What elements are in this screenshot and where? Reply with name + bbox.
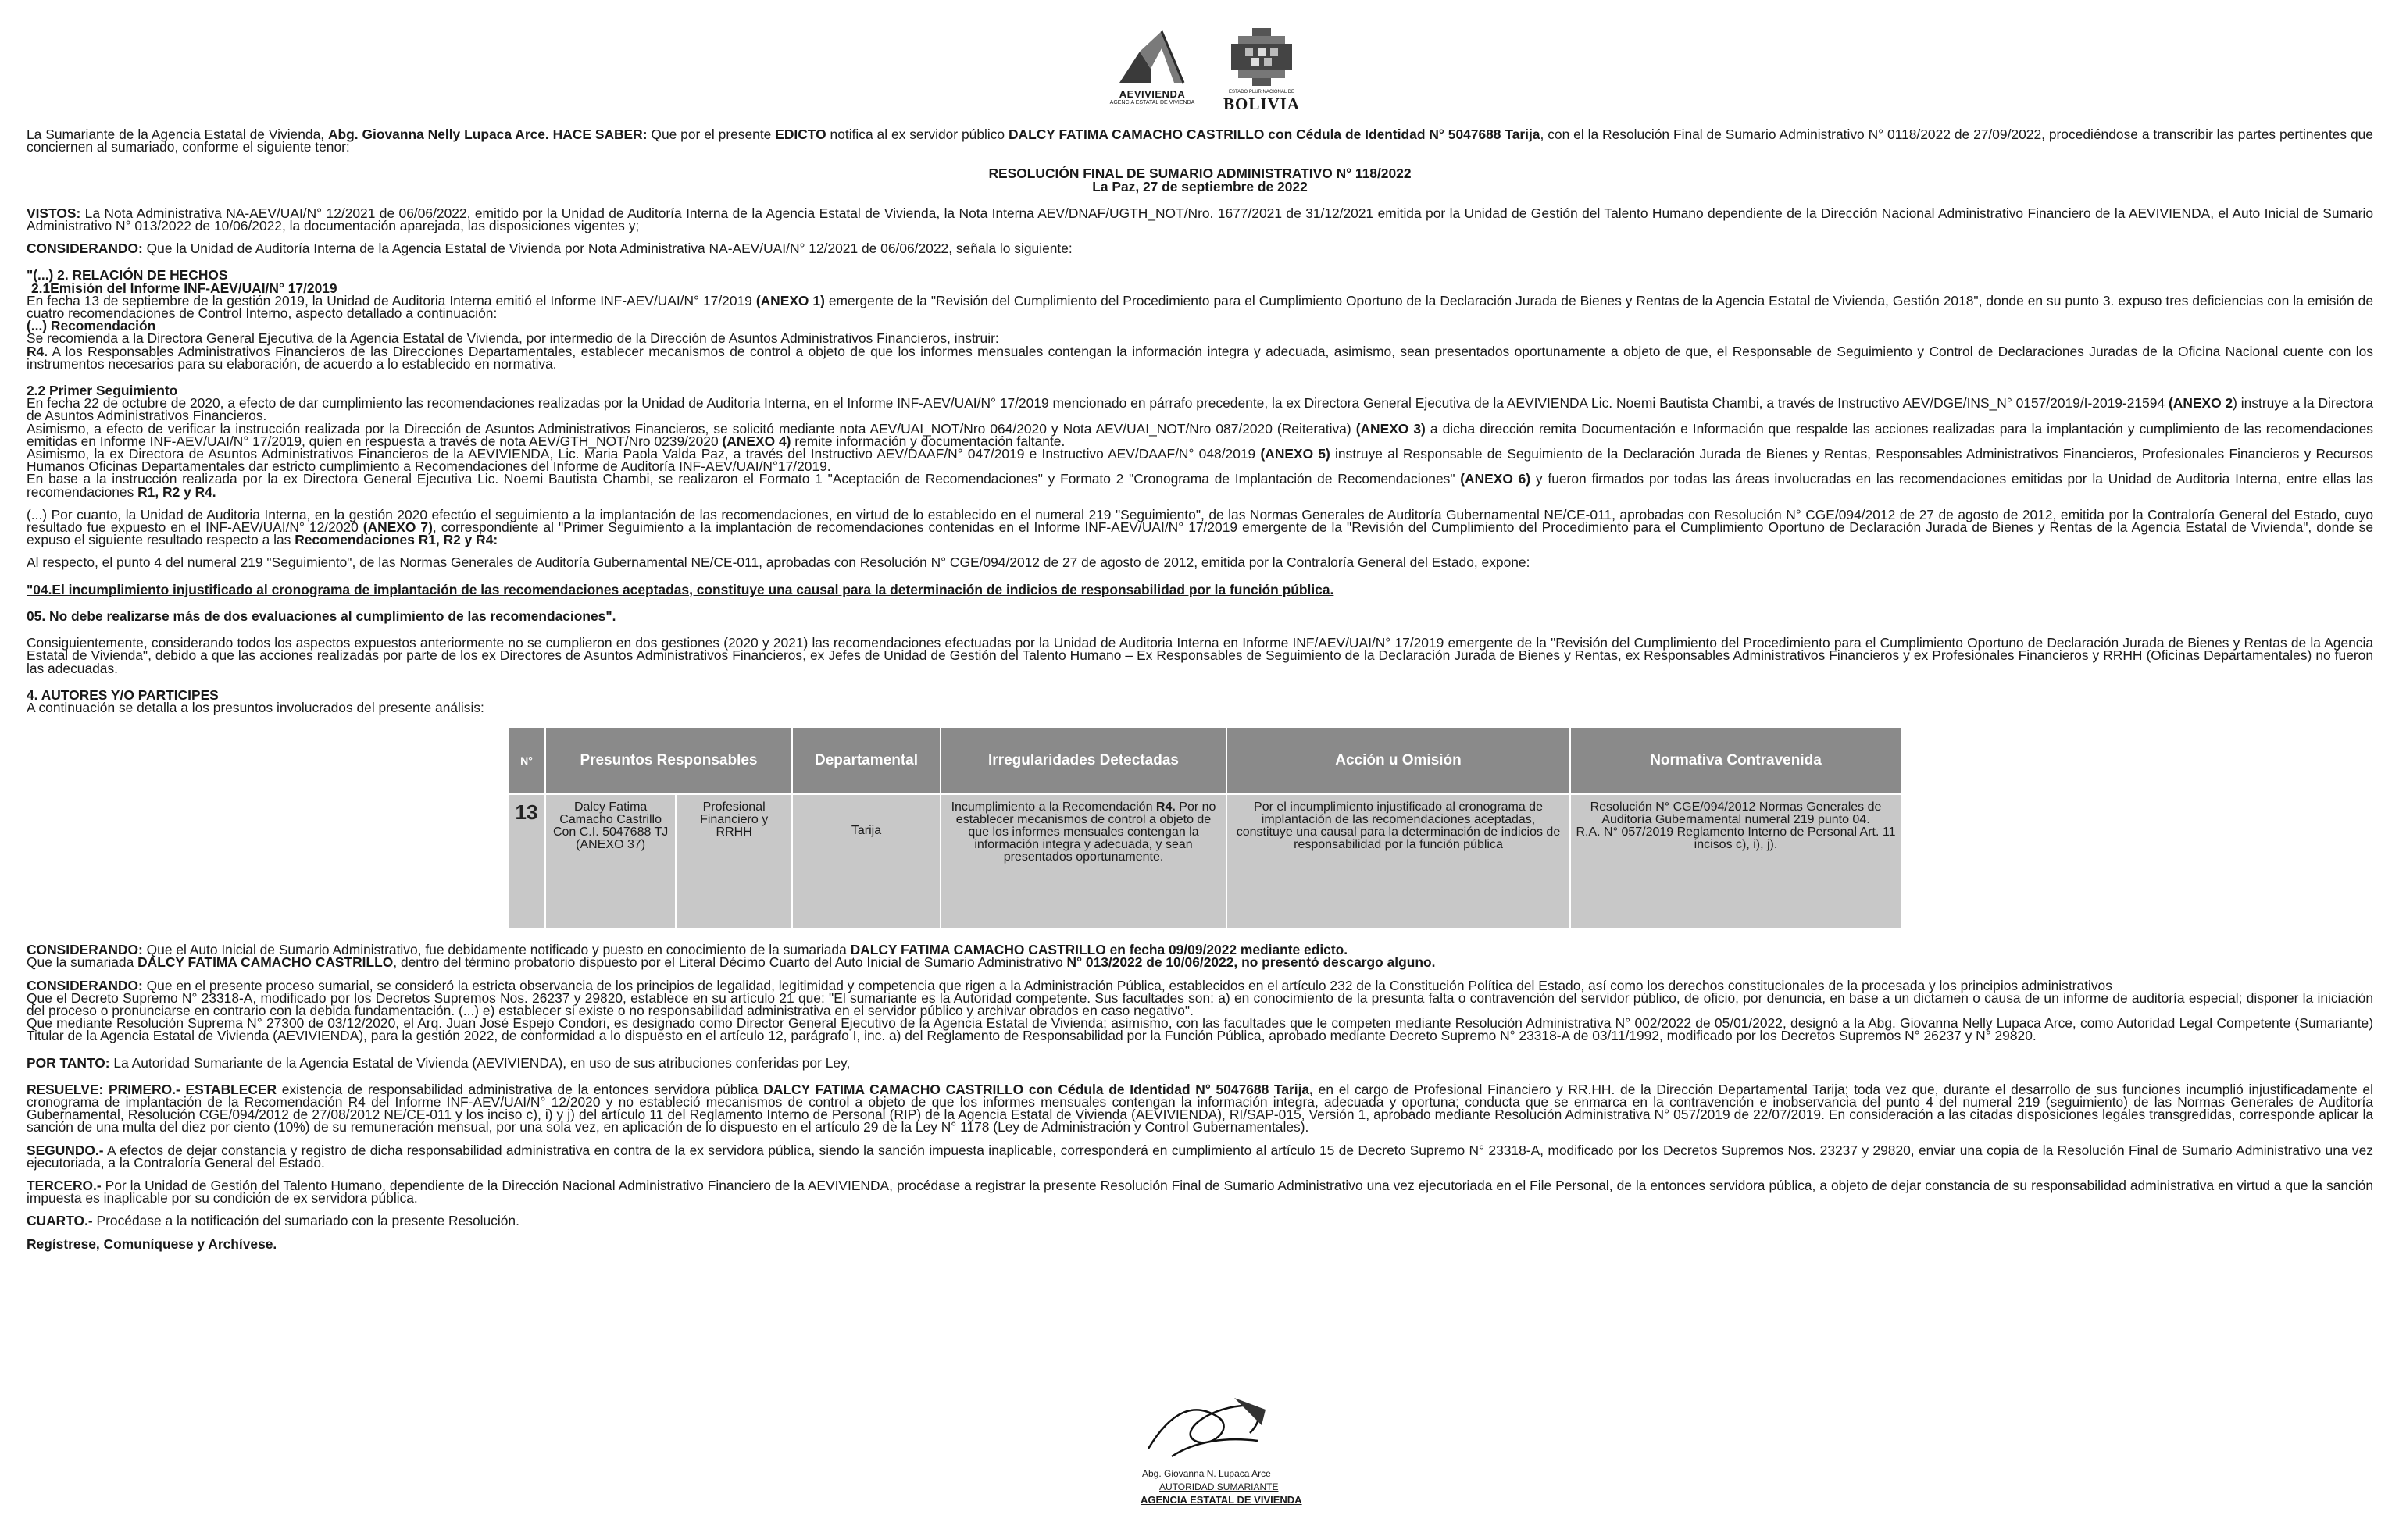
cierre-text: Regístrese, Comuníquese y Archívese.	[27, 1235, 277, 1252]
seg-p4-text-2: y fueron firmados por todas las áreas involucradas en las recomendaciones emitidas por la Unidad de Auditoria Interna, entre ellas las recomendaciones	[27, 471, 2373, 500]
seg-p3-text: Asimismo, la ex Directora de Asuntos Administrativos Financieros de la AEVIVIENDA, Lic. Maria Paola Valda Paz, a través del Instructivo AEV/DAAF/N° 047/2019 e Instructivo AEV/DAAF/N° 048/2019	[27, 446, 1261, 462]
row-departamental: Tarija	[792, 794, 941, 929]
resuelve-primero	[27, 1083, 2373, 1134]
considerando-2-bold-3: N° 013/2022 de 10/06/2022, no presentó descargo alguno.	[1066, 954, 1436, 971]
informe-heading-text: 2.1Emisión del Informe INF-AEV/UAI/N° 17/2019	[31, 280, 337, 296]
seguimiento-paragraph-5	[27, 508, 2373, 547]
edicto-word: EDICTO	[775, 127, 826, 142]
intro-text-1: La Sumariante de la Agencia Estatal de Vivienda,	[27, 127, 328, 142]
table-row	[508, 794, 1901, 929]
hechos-paragraph-2: Se recomienda a la Directora General Ejecutiva de la Agencia Estatal de Vivienda, por intermedio de la Dirección de Asuntos Administrativos Financieros, instruir:	[27, 330, 999, 347]
portanto-paragraph	[27, 1054, 2373, 1071]
sumariante-name: Abg. Giovanna Nelly Lupaca Arce. HACE SABER:	[327, 127, 648, 142]
irreg-text-2: Por no establecer mecanismos de control a objeto de que los informes mensuales contengan la información integra y adecuada, y sean presentados oportunamente.	[955, 800, 1216, 864]
considerando-2-bold-2: DALCY FATIMA CAMACHO CASTRILLO	[137, 954, 394, 971]
resolution-title: RESOLUCIÓN FINAL DE SUMARIO ADMINISTRATIVO N° 118/2022	[988, 166, 1412, 182]
bolivia-logo-sub: ESTADO PLURINACIONAL DE	[1228, 90, 1295, 94]
considerando-1-text: Que la Unidad de Auditoría Interna de la Agencia Estatal de Vivienda por Nota Administrativa NA-AEV/UAI/N° 12/2021 de 06/06/2022, señala lo siguiente:	[142, 241, 1073, 257]
portanto-text: La Autoridad Sumariante de la Agencia Estatal de Vivienda (AEVIVIENDA), en uso de sus atribuciones conferidas por Ley,	[109, 1054, 851, 1071]
autores-paragraph: A continuación se detalla a los presuntos involucrados del presente análisis:	[27, 699, 484, 715]
vistos-text: La Nota Administrativa NA-AEV/UAI/N° 12/2021 de 06/06/2022, emitido por la Unidad de Auditoría Interna de la Agencia Estatal de Vivienda, la Nota Interna AEV/DNAF/UGTH_NOT/Nro. 1677/2021 de 31/12/2021 emitida por la Unidad de Gestión del Talento Humano dependiente de la Dirección Nacional Administrativo Financiero de la AEVIVIENDA, el Auto Inicial de Sumario Administrativo N° 013/2022 de 10/06/2022, la documentación aparejada, las disposiciones vigentes y;	[27, 205, 2373, 234]
considerando-1-paragraph	[27, 242, 2373, 255]
cierre	[27, 1235, 2373, 1252]
seg-p5-text-2: , correspondiente al "Primer Seguimiento a la implantación de recomendaciones contenidas en el Informe INF-AEV/UAI/N° 17/2019 emergente de la "Revisión del Cumplimiento del Procedimiento para el Cumplimiento Oportuno de Declaración Jurada de Bienes y Rentas de la Agencia Estatal de Vivienda", donde se expuso el siguiente resultado respecto a las	[27, 519, 2373, 548]
seguimiento-paragraph-3	[27, 446, 2373, 475]
header-logos	[0, 28, 2399, 122]
row-nombre: Dalcy Fatima Camacho Castrillo Con C.I. 5047688 TJ (ANEXO 37)	[545, 794, 676, 929]
resuelve-text-1: existencia de responsabilidad administrativa de la entonces servidora pública	[277, 1081, 764, 1097]
signature-role: AUTORIDAD SUMARIANTE	[1159, 1481, 1279, 1492]
row-cargo: Profesional Financiero y RRHH	[676, 794, 792, 929]
seg-p3-text-2: instruye al Responsable de Seguimiento de la Declaración Jurada de Bienes y Rentas, Responsables Administrativos Financieros, Profesionales Financieros y Recursos Humanos Oficinas Departamentales dar estricto cumplimiento a Recomendaciones del Informe de Auditoría INF-AEV/UAI/N°17/2019.	[27, 446, 2373, 475]
seguimiento-paragraph-1	[27, 397, 2373, 422]
cuarto-text: Procédase a la notificación del sumariado con la presente Resolución.	[92, 1213, 519, 1229]
row-normativa	[1570, 794, 1901, 929]
norma-quote-04	[27, 583, 2373, 596]
tercero-label: TERCERO.-	[27, 1177, 102, 1193]
edicto-content	[27, 128, 2373, 1250]
considerando-3-text-1: Que en el presente proceso sumarial, se consideró la estricta observancia de los principios de legalidad, legitimidad y competencia que rigen a la Administración Pública, establecidos en el artículo 232 de la Constitución Política del Estado, así como los derechos constitucionales de la procesada y los principios administrativos	[142, 977, 2112, 993]
col-num: N°	[508, 727, 545, 794]
segundo-text: A efectos de dejar constancia y registro de dicha responsabilidad administrativa en contra de la ex servidora pública, siendo la sanción impuesta inaplicable, corresponderá en cumplimiento al artículo 15 de Decreto Supremo N° 23318-A, modificado por los Decretos Supremos Nos. 23237 y 29820, enviar una copia de la Resolución Final de Sumario Administrativo una vez ejecutoriada, a la Contraloría General del Estado.	[27, 1142, 2373, 1171]
seg-p5-text: (...) Por cuanto, la Unidad de Auditoria Interna, en la gestión 2020 efectúo el seguimiento a la implantación de las recomendaciones, en virtud de lo establecido en el numeral 219 "Seguimiento", de las Normas Generales de Auditoría Gubernamental NE/CE-011, aprobadas con Resolución N° CGE/094/2012 de 27 de agosto de 2012, emitida por la Contraloría General del Estado, cuyo resultado fue expuesto en el INF-AEV/UAI/N° 12/2020	[27, 506, 2373, 536]
aevivienda-logo-name: AEVIVIENDA	[1119, 88, 1186, 100]
r4-label: R4.	[27, 343, 48, 359]
aevivienda-logo	[1109, 28, 1195, 119]
intro-text-3: notifica al ex servidor público	[826, 127, 1009, 142]
seguimiento-paragraph-6: Al respecto, el punto 4 del numeral 219 "Seguimiento", de las Normas Generales de Auditoría Gubernamental NE/CE-011, aprobadas con Resolución N° CGE/094/2012 de 27 de agosto de 2012, emitida por la Contraloría General del Estado, expone:	[27, 554, 1530, 571]
row-num: 13	[508, 794, 545, 929]
seguimiento-heading-text: 2.2 Primer Seguimiento	[27, 383, 178, 399]
bolivia-logo-name: BOLIVIA	[1223, 94, 1301, 113]
hechos-p1-text-2: emergente de la "Revisión del Cumplimiento del Procedimiento para el Cumplimiento Oportuno de la Declaración Jurada de Bienes y Rentas de la Agencia Estatal de Vivienda, Gestión 2018", donde en su punto 3. expuso tres deficiencias con la emisión de cuatro recomendaciones de Control Interno, aspecto detallado a continuación:	[27, 292, 2373, 322]
seg-p2-text: Asimismo, a efecto de verificar la instrucción realizada por la Dirección de Asuntos Administrativos Financieros, se solicitó mediante nota AEV/UAI_NOT/Nro 064/2020 y Nota AEV/UAI_NOT/Nro 087/2020 (Reiterativa)	[27, 420, 1356, 437]
seg-p2-text-2: a dicha dirección remita Documentación e Información que respalde las acciones realizadas para la implantación y cumplimiento de las recomendaciones emitidas en Informe INF-AEV/UAI/N° 17/2019, quien en respuesta a través de nota AEV/GTH_NOT/Nro 0239/2020	[27, 420, 2373, 449]
seg-p1-text: En fecha 22 de octubre de 2020, a efecto de dar cumplimiento las recomendaciones realizadas por la Unidad de Auditoria Interna, en el Informe INF-AEV/UAI/N° 17/2019 mencionado en párrafo precedente, la ex Directora General Ejecutiva de la AEVIVIENDA Lic. Noemi Bautista Chambi, a través de Instructivo AEV/DGE/INS_N° 0157/2019/I-2019-21594	[27, 395, 2169, 412]
resuelve-label: RESUELVE: PRIMERO.- ESTABLECER	[27, 1081, 277, 1097]
col-normativa: Normativa Contravenida	[1570, 727, 1901, 794]
norma-quote-05-text: 05. No debe realizarse más de dos evaluaciones al cumplimiento de las recomendaciones".	[27, 608, 616, 624]
anexo-4: (ANEXO 4)	[722, 433, 791, 449]
signature-entity: AGENCIA ESTATAL DE VIVIENDA	[1141, 1494, 1302, 1506]
norma-quote-04-text: "04.El incumplimiento injustificado al cronograma de implantación de las recomendaciones aceptadas, constituye una causal para la determinación de indicios de responsabilidad por la función pública.	[27, 581, 1334, 597]
normativa-2: R.A. N° 057/2019 Reglamento Interno de Personal Art. 11 incisos c), i), j).	[1576, 825, 1896, 852]
signature-name: Abg. Giovanna N. Lupaca Arce	[1142, 1468, 1271, 1479]
anexo-3: (ANEXO 3)	[1355, 420, 1426, 437]
hechos-p1-text: En fecha 13 de septiembre de la gestión 2019, la Unidad de Auditoria Interna emitió el Informe INF-AEV/UAI/N° 17/2019	[27, 292, 756, 308]
portanto-label: POR TANTO:	[27, 1054, 110, 1071]
irreg-r4: R4.	[1155, 800, 1176, 815]
cuarto-label: CUARTO.-	[27, 1213, 93, 1229]
seg-p2-text-3: remite información y documentación faltante.	[791, 433, 1066, 449]
resolution-date: La Paz, 27 de septiembre de 2022	[1092, 178, 1308, 194]
seg-p4-text: En base a la instrucción realizada por la ex Directora General Ejecutiva Lic. Noemi Bautista Chambi, se realizaron el Formato 1 "Aceptación de Recomendaciones" y Formato 2 "Cronograma de Implantación de Recomendaciones"	[27, 471, 1461, 487]
col-irregularidades: Irregularidades Detectadas	[941, 727, 1226, 794]
tercero-text: Por la Unidad de Gestión del Talento Humano, dependiente de la Dirección Nacional Administrativo Financiero de la AEVIVIENDA, procédase a registrar la presente Resolución Final de Sumario Administrativo una vez ejecutoriada en el File Personal, de la entonces servidora pública, a objeto de dejar constancia de su responsabilidad administrativa en virtud a que la sanción impuesta es inaplicable por su condición de ex servidora pública.	[27, 1177, 2373, 1207]
signature-block	[1094, 1394, 1312, 1531]
vistos-label: VISTOS:	[27, 205, 81, 221]
col-presuntos: Presuntos Responsables	[545, 727, 792, 794]
vistos-paragraph	[27, 207, 2373, 232]
considerando-3-paragraph-b: Que el Decreto Supremo N° 23318-A, modificado por los Decretos Supremos Nos. 26237 y 29820, establece en su artículo 21 que: "El sumariante es la Autoridad competente. Sus facultades son: a) en conocimiento de la presunta falta o contravención del servidor público, de oficio, por denuncia, en base a un dictamen o causa de un informe de auditoría especial; disponer la iniciación del proceso o pronunciarse en contrario con la debida fundamentación. (...) e) establecer si existe o no responsabilidad administrativa en el servidor público y archivar obrados en caso negativo".	[27, 989, 2373, 1018]
recomendaciones-result: Recomendaciones R1, R2 y R4:	[295, 532, 498, 548]
signature-icon	[1125, 1394, 1281, 1472]
considerando-2-paragraph-b	[27, 954, 2373, 971]
seguimiento-paragraph-7: Consiguientemente, considerando todos los aspectos expuestos anteriormente no se cumplieron en dos gestiones (2020 y 2021) las recomendaciones efectuadas por la Unidad de Auditoria Interna en Informe INF/AEV/UAI/N° 17/2019 emergente de la "Revisión del Cumplimiento del Procedimiento para el Cumplimiento Oportuno de Declaración Jurada de Bienes y Rentas de la Agencia Estatal de Vivienda", debido a que las acciones realizadas por parte de los ex Directores de Asuntos Administrativos Financieros, ex Jefes de Unidad de Gestión del Talento Humano – Ex Responsables de Seguimiento de la Declaración Jurada de Bienes y Rentas, ex Responsables Administrativos Financieros y ex Profesionales Financieros y RRHH (Oficinas Departamentales) no fueron las adecuadas.	[27, 635, 2373, 676]
intro-paragraph	[27, 128, 2373, 153]
resuelve-tercero	[27, 1177, 2373, 1207]
considerando-2-label: CONSIDERANDO:	[27, 942, 143, 958]
col-accion: Acción u Omisión	[1226, 727, 1570, 794]
segundo-label: SEGUNDO.-	[27, 1142, 104, 1158]
considerando-2-text-2: Que la sumariada	[27, 954, 138, 971]
seguimiento-paragraph-2	[27, 422, 2373, 447]
r4-text: A los Responsables Administrativos Financieros de las Direcciones Departamentales, establecer mecanismos de control a objeto de que los informes mensuales contengan la información integra y adecuada, asimismo, sean presentados oportunamente a objeto de que, el Responsable de Seguimiento y Control de Declaraciones Juradas de la Oficina Nacional cuente con los instrumentos necesarios para su elaboración, de acuerdo a lo establecido en normativa.	[27, 343, 2373, 372]
notified-person: DALCY FATIMA CAMACHO CASTRILLO con Cédula de Identidad N° 5047688 Tarija	[1009, 127, 1540, 142]
recomendacion-heading-text: (...) Recomendación	[27, 318, 156, 334]
norma-quote-05	[27, 610, 2373, 622]
anexo-5: (ANEXO 5)	[1260, 446, 1330, 462]
resuelve-bold-1: DALCY FATIMA CAMACHO CASTRILLO con Cédula de Identidad N° 5047688 Tarija,	[763, 1081, 1313, 1097]
seg-p1-text-2: ) instruye a la Directora de Asuntos Administrativos Financieros.	[27, 395, 2374, 424]
row-irregularidades	[941, 794, 1226, 929]
considerando-2-text-1: Que el Auto Inicial de Sumario Administrativo, fue debidamente notificado y puesto en conocimiento de la sumariada	[142, 942, 851, 958]
anexo-1: (ANEXO 1)	[755, 292, 825, 308]
bolivia-emblem-icon	[1231, 28, 1292, 86]
hechos-heading-text: "(...) 2. RELACIÓN DE HECHOS	[27, 267, 228, 283]
recomendaciones-r1-r2-r4: R1, R2 y R4.	[137, 483, 216, 500]
aevivienda-logo-sub: AGENCIA ESTATAL DE VIVIENDA	[1109, 100, 1195, 105]
autores-heading-text: 4. AUTORES Y/O PARTICIPES	[27, 686, 219, 703]
considerando-2-text-3: , dentro del término probatorio dispuesto por el Literal Décimo Cuarto del Auto Inicial de Sumario Administrativo	[393, 954, 1067, 971]
seguimiento-paragraph-4	[27, 471, 2373, 500]
normativa-1: Resolución N° CGE/094/2012 Normas Generales de Auditoría Gubernamental numeral 219 punto 04.	[1590, 800, 1882, 827]
col-departamental: Departamental	[792, 727, 941, 794]
anexo-7: (ANEXO 7)	[362, 519, 433, 536]
resuelve-text-2: en el cargo de Profesional Financiero y RR.HH. de la Dirección Departamental Tarija; toda vez que, durante el desarrollo de sus funciones incumplió injustificadamente el cronograma de implantación de la Recomendación R4 del Informe INF-AEV/UAI/N° 12/2020 y no estableció mecanismos de control a objeto de que los informes mensuales contengan la información integra, adecuada y oportuna; conducta que se enmarca en la contravención e inobservancia del punto 4 del numeral 219 (seguimiento) de las Normas Generales de Auditoría Gubernamental, Resolución CGE/094/2012 de 27/08/2012 NE/CE-011 y los inciso c), i) y j) del artículo 11 del Reglamento Interno de Personal (RIP) de la Agencia Estatal de Vivienda (AEVIVIENDA), RI/SAP-015, Versión 1, aprobado mediante Resolución Administrativa N° 057/2019 de 22/07/2019. En consideración a las citadas disposiciones legales transgredidas, corresponde aplicar la sanción de una multa del diez por ciento (10%) de su remuneración mensual, por una sola vez, en aplicación de lo dispuesto en el artículo 29 de la Ley N° 1178 (Ley de Administración y Control Gubernamentales).	[27, 1081, 2373, 1135]
recomendacion-r4	[27, 345, 2373, 370]
resuelve-cuarto	[27, 1214, 2373, 1227]
anexo-2: (ANEXO 2	[2168, 395, 2233, 412]
aevivienda-mountain-icon	[1116, 28, 1188, 84]
considerando-3-paragraph-c: Que mediante Resolución Suprema N° 27300 de 03/12/2020, el Arq. Juan José Espejo Condori, es designado como Director General Ejecutivo de la Agencia Estatal de Vivienda; asimismo, con las facultades que le competen mediante Resolución Administrativa N° 002/2022 de 05/01/2022, designó a la Abg. Giovanna Nelly Lupaca Arce, como Autoridad Legal Competente (Sumariante) Titular de la Agencia Estatal de Vivienda (AEVIVIENDA), para la gestión 2022, de conformidad a lo dispuesto en el artículo 12, parágrafo I, inc. a) del Reglamento de Responsabilidad por la Función Pública, aprobado mediante Decreto Supremo N° 23318-A de 03/11/1992, modificado por los Decretos Supremos N° 26237 y N° 29820.	[27, 1015, 2373, 1044]
hechos-paragraph-1	[27, 292, 2373, 322]
row-accion: Por el incumplimiento injustificado al cronograma de implantación de las recomendaciones aceptadas, constituye una causal para la determinación de indicios de responsabilidad por la función pública	[1226, 794, 1570, 929]
considerando-1-label: CONSIDERANDO:	[27, 241, 143, 257]
intro-text-4: , con el la Resolución Final de Sumario Administrativo N° 0118/2022 de 27/09/2022, procediéndose a transcribir las partes pertinentes que conciernen al sumariado, conforme el siguiente tenor:	[27, 127, 2373, 155]
considerando-2-bold-1: DALCY FATIMA CAMACHO CASTRILLO en fecha 09/09/2022 mediante edicto.	[850, 942, 1348, 958]
autores-table	[507, 726, 1902, 929]
hechos-heading	[27, 269, 2373, 281]
intro-text-2: Que por el presente	[647, 127, 776, 142]
bolivia-logo	[1219, 28, 1305, 119]
anexo-6: (ANEXO 6)	[1460, 471, 1531, 487]
resuelve-segundo	[27, 1144, 2373, 1169]
table-header-row	[508, 727, 1901, 794]
irreg-text-1: Incumplimiento a la Recomendación	[951, 800, 1156, 815]
considerando-3-label: CONSIDERANDO:	[27, 977, 143, 993]
